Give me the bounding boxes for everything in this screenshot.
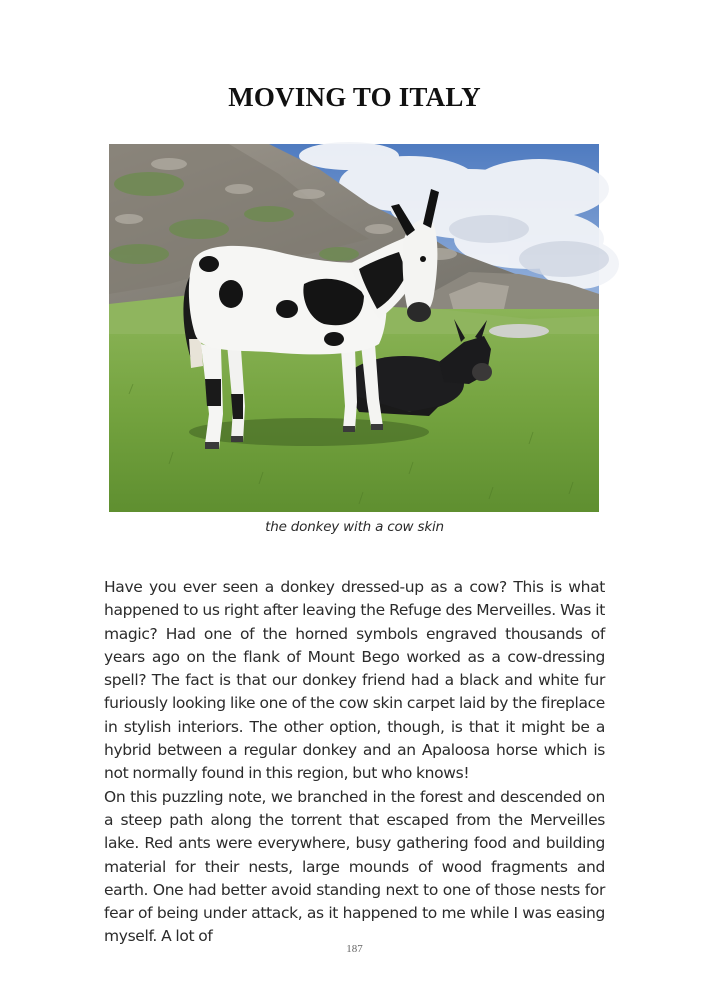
- page-number: 187: [346, 943, 363, 955]
- chapter-title: MOVING TO ITALY: [228, 82, 481, 112]
- body-text: [104, 576, 605, 946]
- paragraph: On this puzzling note, we branched in the forest and descended on a steep path along the torrent that escaped from the Merveilles lake. Red ants were everywhere, busy gathering food and building material for their nests, large mounds of wood fragments and earth. One had better avoid standing next to one of those nests for fear of being under attack, as it happened to me while I was easing myself. A lot of: [104, 787, 605, 946]
- figure-caption: the donkey with a cow skin: [265, 519, 444, 535]
- paragraph: Have you ever seen a donkey dressed-up as a cow? This is what happened to us right after leaving the Refuge des Merveilles. Was it magic? Had one of the horned symbols engraved thousands of years ago on the flank of Mount Bego worked as a cow-dressing spell? The fact is that our donkey friend had a black and white fur furiously looking like one of the cow skin carpet laid by the fireplace in stylish interiors. The other option, though, is that it might be a hybrid between a regular donkey and an Apaloosa horse which is not normally found in this region, but who knows!: [104, 578, 605, 783]
- donkey-photo: [109, 144, 599, 512]
